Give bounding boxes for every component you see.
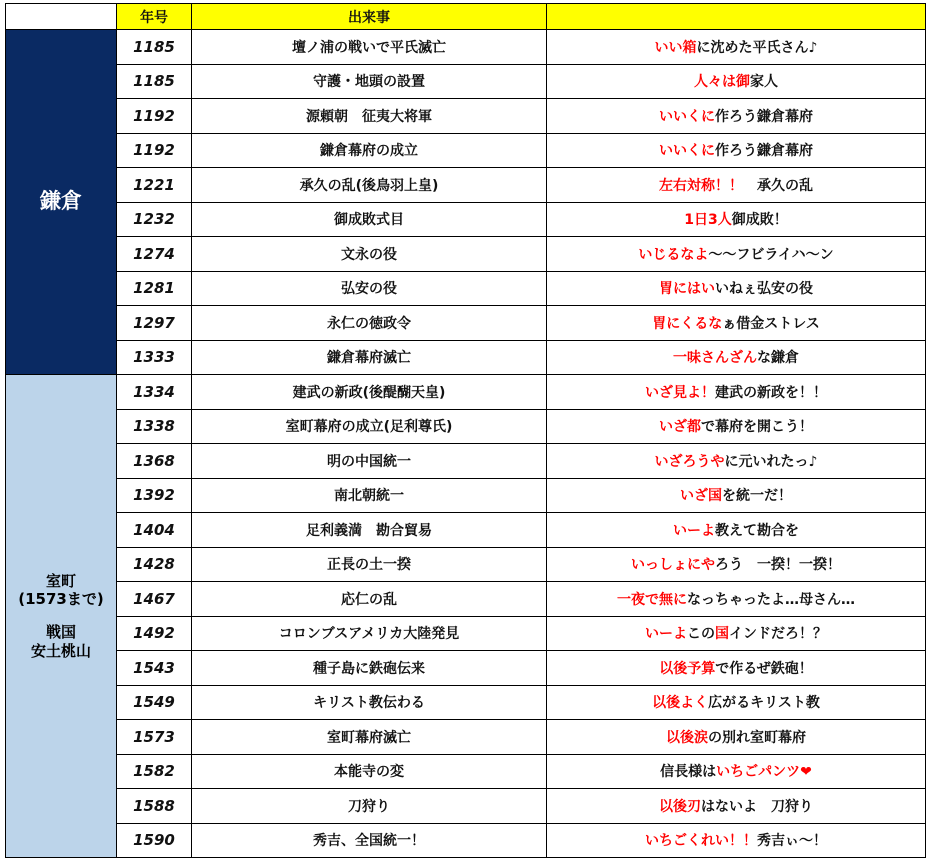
year-cell: 1392 [117,478,192,513]
header-era-cell [6,4,117,30]
year-cell: 1333 [117,340,192,375]
mnemonic-highlight: 胃にはい [659,281,715,298]
mnemonic-highlight: 一味さんざん [673,350,757,367]
era-label: 安土桃山 [30,641,91,660]
mnemonic-highlight: 以後刃 [659,798,701,815]
mnemonic-cell [547,582,926,617]
table-row [6,582,926,617]
event-cell: 応仁の乱 [192,582,547,617]
era-label: 室町 [45,571,76,590]
header-mnemonic [547,4,926,30]
mnemonic-cell [547,99,926,134]
event-cell: 秀吉、全国統一！ [192,823,547,858]
event-cell: 本能寺の変 [192,754,547,789]
mnemonic-text: 建武の新政を！！ [715,384,827,401]
year-cell: 1428 [117,547,192,582]
event-cell: 室町幕府の成立(足利尊氏) [192,409,547,444]
header-year: 年号 [117,4,192,30]
mnemonic-text: 承久の乱 [743,177,813,194]
year-cell: 1221 [117,168,192,203]
event-cell: 源頼朝 征夷大将軍 [192,99,547,134]
mnemonic-text: な鎌倉 [757,350,799,367]
era-label: 戦国 [45,623,76,641]
mnemonic-cell [547,375,926,410]
table-row [6,133,926,168]
event-cell: 鎌倉幕府滅亡 [192,340,547,375]
mnemonic-highlight: 以後よく [652,695,709,712]
event-cell: 室町幕府滅亡 [192,720,547,755]
mnemonic-highlight: いーよ [645,626,687,643]
year-cell: 1467 [117,582,192,617]
table-row [6,271,926,306]
era-label: 鎌倉 [40,189,82,214]
mnemonic-text: 作ろう鎌倉幕府 [715,143,813,160]
era-label [6,609,116,623]
mnemonic-cell [547,616,926,651]
history-mnemonic-table [5,3,926,858]
event-cell: 正長の土一揆 [192,547,547,582]
event-cell: 壇ノ浦の戦いで平氏滅亡 [192,30,547,65]
table-row [6,64,926,99]
mnemonic-highlight: 人々は御 [694,74,750,91]
year-cell: 1543 [117,651,192,686]
table-row [6,547,926,582]
mnemonic-cell [547,444,926,479]
table-row [6,237,926,272]
mnemonic-highlight: いーよ [673,522,715,539]
event-cell: 建武の新政(後醍醐天皇) [192,375,547,410]
table-row [6,30,926,65]
table-row [6,616,926,651]
table-row [6,651,926,686]
mnemonic-cell [547,237,926,272]
table-row [6,168,926,203]
event-cell: 弘安の役 [192,271,547,306]
year-cell: 1297 [117,306,192,341]
event-cell: コロンブスアメリカ大陸発見 [192,616,547,651]
mnemonic-cell [547,754,926,789]
mnemonic-text: なっちゃったよ…母さん… [687,591,855,608]
mnemonic-text: いねぇ弘安の役 [715,281,813,298]
table-row [6,409,926,444]
mnemonic-text: はないよ 刀狩り [701,798,813,815]
mnemonic-highlight: 左右対称！！ [659,177,743,194]
mnemonic-highlight: いちごパンツ❤ [716,764,812,781]
mnemonic-highlight: いざ都 [659,419,701,436]
mnemonic-text: 家人 [750,74,778,91]
mnemonic-cell [547,133,926,168]
table-row [6,789,926,824]
event-cell: 承久の乱(後鳥羽上皇) [192,168,547,203]
mnemonic-cell [547,720,926,755]
event-cell: 御成敗式目 [192,202,547,237]
era-label: (1573まで) [18,590,104,609]
mnemonic-cell [547,64,926,99]
mnemonic-text: を統一だ！ [722,488,792,505]
mnemonic-text: この [687,626,715,643]
era-cell-muromachi [6,375,117,858]
mnemonic-highlight: いざ国 [680,488,722,505]
mnemonic-cell [547,168,926,203]
mnemonic-highlight: 以後涙 [666,729,708,746]
mnemonic-cell [547,306,926,341]
mnemonic-highlight: 一夜で無に [617,591,687,608]
mnemonic-text: 秀吉ぃ～！ [757,833,827,850]
mnemonic-text: 作ろう鎌倉幕府 [715,108,813,125]
year-cell: 1185 [117,64,192,99]
event-cell: 足利義満 勘合貿易 [192,513,547,548]
mnemonic-text: に沈めた平氏さん♪ [696,39,818,56]
table-row [6,202,926,237]
table-row [6,754,926,789]
year-cell: 1492 [117,616,192,651]
event-cell: 文永の役 [192,237,547,272]
mnemonic-cell [547,685,926,720]
mnemonic-cell [547,513,926,548]
table-row [6,444,926,479]
mnemonic-text: ぁ借金ストレス [722,315,820,332]
table-row [6,478,926,513]
mnemonic-highlight: いじるなよ [638,246,709,263]
mnemonic-highlight: いっしょにや [631,557,715,574]
history-table-container [5,3,925,858]
mnemonic-cell [547,478,926,513]
mnemonic-text: インドだろ！？ [729,626,827,643]
mnemonic-highlight: いい箱 [654,39,697,56]
table-row [6,513,926,548]
event-cell: 刀狩り [192,789,547,824]
mnemonic-text: 広がるキリスト教 [708,695,820,712]
mnemonic-cell [547,823,926,858]
mnemonic-text: ～～フビライハ～ン [708,246,834,263]
year-cell: 1368 [117,444,192,479]
year-cell: 1590 [117,823,192,858]
year-cell: 1192 [117,133,192,168]
mnemonic-text: 教えて勘合を [715,522,799,539]
year-cell: 1588 [117,789,192,824]
mnemonic-text: で幕府を開こう！ [701,419,813,436]
mnemonic-highlight: いざ見よ！ [645,384,715,401]
mnemonic-text: に元いれたっ♪ [724,453,818,470]
table-row [6,340,926,375]
mnemonic-text: の別れ室町幕府 [708,729,806,746]
event-cell: 守護・地頭の設置 [192,64,547,99]
mnemonic-cell [547,789,926,824]
mnemonic-highlight: いざろうや [654,453,725,470]
table-row [6,99,926,134]
year-cell: 1274 [117,237,192,272]
event-cell: 明の中国統一 [192,444,547,479]
year-cell: 1549 [117,685,192,720]
year-cell: 1192 [117,99,192,134]
year-cell: 1185 [117,30,192,65]
header-row [6,4,926,30]
event-cell: 種子島に鉄砲伝来 [192,651,547,686]
mnemonic-highlight: 1日3人 [684,212,732,229]
mnemonic-cell [547,202,926,237]
mnemonic-highlight: 以後予算 [659,660,716,677]
table-row [6,720,926,755]
year-cell: 1338 [117,409,192,444]
mnemonic-highlight: 胃にくるな [652,315,723,332]
year-cell: 1582 [117,754,192,789]
header-event: 出来事 [192,4,547,30]
event-cell: 永仁の徳政令 [192,306,547,341]
mnemonic-cell [547,30,926,65]
mnemonic-cell [547,271,926,306]
year-cell: 1232 [117,202,192,237]
table-row [6,685,926,720]
mnemonic-cell [547,547,926,582]
event-cell: 鎌倉幕府の成立 [192,133,547,168]
table-row [6,823,926,858]
event-cell: キリスト教伝わる [192,685,547,720]
mnemonic-text: 信長様は [660,764,717,781]
mnemonic-text: 御成敗！ [731,212,788,229]
year-cell: 1281 [117,271,192,306]
mnemonic-text: で作るぜ鉄砲！ [715,660,813,677]
mnemonic-highlight: いいくに [659,143,715,160]
era-cell-kamakura [6,30,117,375]
year-cell: 1404 [117,513,192,548]
mnemonic-text: ろう 一揆！一揆！ [715,557,841,574]
mnemonic-cell [547,409,926,444]
year-cell: 1334 [117,375,192,410]
event-cell: 南北朝統一 [192,478,547,513]
mnemonic-highlight: 国 [715,626,729,643]
mnemonic-cell [547,340,926,375]
table-row [6,375,926,410]
mnemonic-highlight: いちごくれい！！ [645,833,757,850]
table-row [6,306,926,341]
mnemonic-cell [547,651,926,686]
year-cell: 1573 [117,720,192,755]
mnemonic-highlight: いいくに [659,108,715,125]
